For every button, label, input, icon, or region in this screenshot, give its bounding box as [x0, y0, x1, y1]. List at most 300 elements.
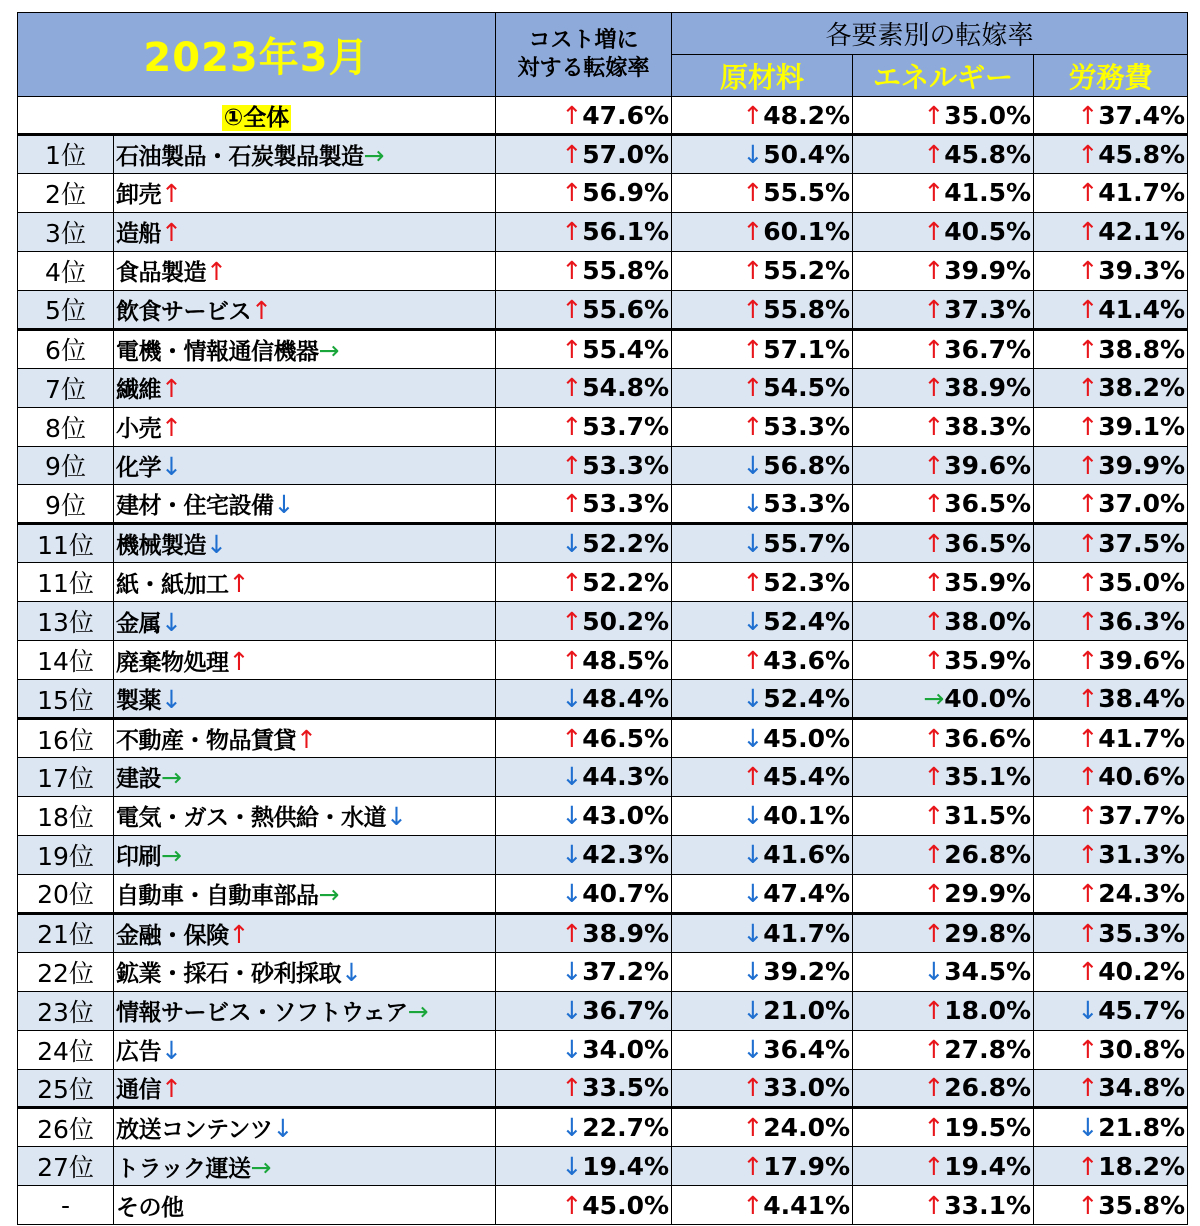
industry-name: 繊維	[116, 377, 161, 404]
rate-value: 39.9%	[1098, 450, 1186, 480]
labor-rate-cell	[1034, 602, 1188, 641]
up-arrow-icon: ↑	[1077, 840, 1099, 870]
industry-cell	[114, 796, 496, 835]
down-arrow-icon: ↓	[1077, 996, 1099, 1026]
industry-name: 広告	[116, 1039, 161, 1066]
up-arrow-icon: ↑	[561, 1190, 583, 1220]
energy-rate-cell	[853, 446, 1034, 485]
up-arrow-icon: ↑	[561, 606, 583, 636]
overall-cost-value: 47.6%	[582, 100, 670, 130]
industry-cell	[114, 1069, 496, 1108]
up-arrow-icon: ↑	[1077, 217, 1099, 247]
rate-value: 19.4%	[582, 1151, 670, 1181]
cost-rate-cell	[496, 1186, 672, 1225]
cost-rate-cell	[496, 952, 672, 991]
rank-cell: 22位	[18, 952, 114, 991]
industry-cell	[114, 563, 496, 602]
cost-rate-cell	[496, 1147, 672, 1186]
down-arrow-icon: ↓	[742, 139, 764, 169]
rate-value: 55.2%	[763, 256, 851, 286]
down-arrow-icon: ↓	[561, 957, 583, 987]
materials-rate-cell	[672, 212, 853, 251]
energy-rate-cell	[853, 524, 1034, 563]
rate-value: 53.3%	[582, 489, 670, 519]
rate-value: 18.0%	[944, 996, 1032, 1026]
up-arrow-icon: ↑	[923, 878, 945, 908]
up-arrow-icon: ↑	[1077, 606, 1099, 636]
industry-cell	[114, 329, 496, 368]
trend-up-arrow-icon: ↑	[228, 568, 249, 598]
energy-rate-cell	[853, 641, 1034, 680]
up-arrow-icon: ↑	[561, 1073, 583, 1103]
rate-value: 55.8%	[763, 294, 851, 324]
trend-down-arrow-icon: ↓	[161, 685, 182, 715]
industry-name: 通信	[116, 1077, 161, 1104]
industry-name: 廃棄物処理	[116, 649, 229, 676]
industry-cell	[114, 835, 496, 874]
cost-rate-cell	[496, 135, 672, 174]
up-arrow-icon: ↑	[923, 724, 945, 754]
rate-value: 41.6%	[763, 840, 851, 870]
labor-rate-cell	[1034, 952, 1188, 991]
down-arrow-icon: ↓	[561, 1035, 583, 1065]
rate-value: 38.9%	[582, 918, 670, 948]
up-arrow-icon: ↑	[742, 294, 764, 324]
rank-cell: 1位	[18, 135, 114, 174]
rate-value: 36.7%	[944, 334, 1032, 364]
materials-rate-cell	[672, 173, 853, 212]
rate-value: 53.7%	[582, 412, 670, 442]
up-arrow-icon: ↑	[1077, 801, 1099, 831]
trend-up-arrow-icon: ↑	[161, 374, 182, 404]
up-arrow-icon: ↑	[923, 1151, 945, 1181]
up-arrow-icon: ↑	[1077, 450, 1099, 480]
up-arrow-icon: ↑	[561, 100, 583, 130]
rate-value: 55.8%	[582, 256, 670, 286]
table-body	[18, 97, 1188, 1225]
up-arrow-icon: ↑	[1077, 762, 1099, 792]
industry-name: 小売	[116, 416, 161, 443]
industry-name: 石油製品・石炭製品製造	[116, 143, 364, 170]
rate-value: 39.6%	[1098, 645, 1186, 675]
rank-cell: 9位	[18, 446, 114, 485]
down-arrow-icon: ↓	[561, 762, 583, 792]
materials-rate-cell	[672, 407, 853, 446]
up-arrow-icon: ↑	[923, 918, 945, 948]
rank-cell: 9位	[18, 485, 114, 524]
industry-cell	[114, 135, 496, 174]
industry-name: 建材・住宅設備	[116, 493, 274, 520]
energy-rate-cell	[853, 719, 1034, 758]
table-row	[18, 602, 1188, 641]
materials-rate-cell	[672, 991, 853, 1030]
trend-up-arrow-icon: ↑	[161, 413, 182, 443]
up-arrow-icon: ↑	[923, 1113, 945, 1143]
down-arrow-icon: ↓	[742, 684, 764, 714]
cost-rate-cell	[496, 1108, 672, 1147]
up-arrow-icon: ↑	[923, 1190, 945, 1220]
rank-cell: 5位	[18, 290, 114, 329]
trend-down-arrow-icon: ↓	[386, 802, 407, 832]
materials-rate-cell	[672, 680, 853, 719]
rate-value: 54.5%	[763, 373, 851, 403]
overall-label: ①全体	[223, 104, 290, 131]
industry-cell	[114, 1186, 496, 1225]
industry-cell	[114, 173, 496, 212]
cost-rate-cell	[496, 796, 672, 835]
trend-up-arrow-icon: ↑	[161, 179, 182, 209]
industry-name: 紙・紙加工	[116, 571, 229, 598]
down-arrow-icon: ↓	[742, 450, 764, 480]
up-arrow-icon: ↑	[923, 256, 945, 286]
trend-down-arrow-icon: ↓	[272, 1114, 293, 1144]
industry-cell	[114, 524, 496, 563]
materials-rate-cell	[672, 251, 853, 290]
table-row	[18, 1186, 1188, 1225]
rate-value: 39.1%	[1098, 412, 1186, 442]
labor-rate-cell	[1034, 1186, 1188, 1225]
table-row	[18, 835, 1188, 874]
materials-rate-cell	[672, 290, 853, 329]
rate-value: 29.9%	[944, 878, 1032, 908]
materials-rate-cell	[672, 602, 853, 641]
rate-value: 40.5%	[944, 217, 1032, 247]
down-arrow-icon: ↓	[561, 529, 583, 559]
materials-rate-cell	[672, 1147, 853, 1186]
down-arrow-icon: ↓	[742, 529, 764, 559]
overall-materials	[672, 97, 853, 135]
industry-name: 電機・情報通信機器	[116, 338, 319, 365]
rate-value: 42.1%	[1098, 217, 1186, 247]
rate-value: 36.5%	[944, 529, 1032, 559]
materials-rate-cell	[672, 329, 853, 368]
cost-rate-cell	[496, 251, 672, 290]
up-arrow-icon: ↑	[923, 1035, 945, 1065]
rate-value: 52.4%	[763, 684, 851, 714]
right-arrow-icon: →	[923, 684, 945, 714]
down-arrow-icon: ↓	[742, 489, 764, 519]
rank-cell: 3位	[18, 212, 114, 251]
down-arrow-icon: ↓	[742, 918, 764, 948]
overall-label-cell	[18, 97, 496, 135]
industry-cell	[114, 407, 496, 446]
industry-cell	[114, 1147, 496, 1186]
energy-rate-cell	[853, 563, 1034, 602]
labor-header: 労務費	[1034, 55, 1188, 97]
up-arrow-icon: ↑	[1077, 724, 1099, 754]
industry-name: 建設	[116, 766, 161, 793]
rate-value: 34.0%	[582, 1035, 670, 1065]
up-arrow-icon: ↑	[561, 178, 583, 208]
rate-value: 43.6%	[763, 645, 851, 675]
rank-cell: -	[18, 1186, 114, 1225]
rate-value: 53.3%	[582, 450, 670, 480]
up-arrow-icon: ↑	[1077, 1190, 1099, 1220]
down-arrow-icon: ↓	[561, 840, 583, 870]
labor-rate-cell	[1034, 1147, 1188, 1186]
up-arrow-icon: ↑	[1077, 178, 1099, 208]
table-title: 2023年3月	[18, 13, 496, 97]
rank-cell: 20位	[18, 874, 114, 913]
labor-rate-cell	[1034, 641, 1188, 680]
cost-rate-cell	[496, 173, 672, 212]
cost-header-line1: コスト増に	[528, 27, 639, 53]
materials-rate-cell	[672, 874, 853, 913]
rate-value: 42.3%	[582, 840, 670, 870]
cost-rate-cell	[496, 290, 672, 329]
materials-rate-cell	[672, 563, 853, 602]
up-arrow-icon: ↑	[742, 1113, 764, 1143]
rate-value: 57.0%	[582, 139, 670, 169]
materials-rate-cell	[672, 1186, 853, 1225]
cost-rate-cell	[496, 212, 672, 251]
labor-rate-cell	[1034, 251, 1188, 290]
rate-value: 37.7%	[1098, 801, 1186, 831]
rate-value: 34.5%	[944, 957, 1032, 987]
table-row	[18, 1108, 1188, 1147]
down-arrow-icon: ↓	[561, 878, 583, 908]
rate-value: 46.5%	[582, 724, 670, 754]
rate-value: 34.8%	[1098, 1073, 1186, 1103]
industry-cell	[114, 758, 496, 797]
down-arrow-icon: ↓	[742, 724, 764, 754]
rank-cell: 7位	[18, 368, 114, 407]
industry-cell	[114, 680, 496, 719]
up-arrow-icon: ↑	[561, 217, 583, 247]
up-arrow-icon: ↑	[561, 918, 583, 948]
rate-value: 21.8%	[1098, 1113, 1186, 1143]
materials-rate-cell	[672, 719, 853, 758]
rate-value: 37.2%	[582, 957, 670, 987]
cost-rate-cell	[496, 563, 672, 602]
labor-rate-cell	[1034, 874, 1188, 913]
cost-rate-cell	[496, 329, 672, 368]
up-arrow-icon: ↑	[1077, 567, 1099, 597]
cost-rate-cell	[496, 758, 672, 797]
overall-labor	[1034, 97, 1188, 135]
rank-cell: 23位	[18, 991, 114, 1030]
energy-rate-cell	[853, 602, 1034, 641]
industry-cell	[114, 485, 496, 524]
up-arrow-icon: ↑	[561, 450, 583, 480]
up-arrow-icon: ↑	[561, 645, 583, 675]
up-arrow-icon: ↑	[1077, 878, 1099, 908]
trend-down-arrow-icon: ↓	[161, 451, 182, 481]
rate-value: 41.7%	[1098, 178, 1186, 208]
down-arrow-icon: ↓	[561, 1113, 583, 1143]
trend-right-arrow-icon: →	[161, 841, 182, 871]
up-arrow-icon: ↑	[1077, 957, 1099, 987]
industry-cell	[114, 1108, 496, 1147]
rate-value: 39.3%	[1098, 256, 1186, 286]
rate-value: 40.0%	[944, 684, 1032, 714]
rate-value: 38.3%	[944, 412, 1032, 442]
up-arrow-icon: ↑	[1077, 373, 1099, 403]
rate-value: 35.9%	[944, 645, 1032, 675]
rank-cell: 16位	[18, 719, 114, 758]
up-arrow-icon: ↑	[742, 1073, 764, 1103]
materials-rate-cell	[672, 758, 853, 797]
cost-rate-cell	[496, 991, 672, 1030]
down-arrow-icon: ↓	[923, 957, 945, 987]
industry-name: 飲食サービス	[116, 298, 251, 325]
labor-rate-cell	[1034, 407, 1188, 446]
up-arrow-icon: ↑	[923, 100, 945, 130]
energy-rate-cell	[853, 1186, 1034, 1225]
rank-cell: 11位	[18, 563, 114, 602]
materials-rate-cell	[672, 913, 853, 952]
labor-rate-cell	[1034, 563, 1188, 602]
energy-rate-cell	[853, 329, 1034, 368]
up-arrow-icon: ↑	[923, 567, 945, 597]
energy-rate-cell	[853, 1108, 1034, 1147]
materials-rate-cell	[672, 446, 853, 485]
rate-value: 38.2%	[1098, 373, 1186, 403]
energy-rate-cell	[853, 1069, 1034, 1108]
rate-value: 24.0%	[763, 1113, 851, 1143]
trend-up-arrow-icon: ↑	[228, 646, 249, 676]
rate-value: 45.8%	[944, 139, 1032, 169]
rate-value: 56.1%	[582, 217, 670, 247]
rate-value: 39.6%	[944, 450, 1032, 480]
industry-name: 鉱業・採石・砂利採取	[116, 961, 341, 988]
labor-rate-cell	[1034, 329, 1188, 368]
rate-value: 53.3%	[763, 489, 851, 519]
table-row	[18, 719, 1188, 758]
up-arrow-icon: ↑	[1077, 256, 1099, 286]
labor-rate-cell	[1034, 1030, 1188, 1069]
materials-rate-cell	[672, 835, 853, 874]
industry-cell	[114, 913, 496, 952]
table-row	[18, 251, 1188, 290]
up-arrow-icon: ↑	[742, 1190, 764, 1220]
rate-value: 41.5%	[944, 178, 1032, 208]
cost-rate-cell	[496, 407, 672, 446]
rate-value: 38.8%	[1098, 334, 1186, 364]
up-arrow-icon: ↑	[742, 567, 764, 597]
down-arrow-icon: ↓	[561, 1151, 583, 1181]
rate-value: 55.4%	[582, 334, 670, 364]
cost-rate-cell	[496, 874, 672, 913]
rate-value: 45.4%	[763, 762, 851, 792]
rate-value: 33.1%	[944, 1190, 1032, 1220]
up-arrow-icon: ↑	[1077, 334, 1099, 364]
up-arrow-icon: ↑	[1077, 139, 1099, 169]
table-row	[18, 758, 1188, 797]
rate-value: 33.0%	[763, 1073, 851, 1103]
cost-rate-cell	[496, 368, 672, 407]
rate-value: 26.8%	[944, 1073, 1032, 1103]
rate-value: 57.1%	[763, 334, 851, 364]
industry-name: 金融・保険	[116, 922, 229, 949]
industry-name: 情報サービス・ソフトウェア	[116, 1000, 408, 1027]
rate-value: 19.4%	[944, 1151, 1032, 1181]
energy-rate-cell	[853, 913, 1034, 952]
industry-cell	[114, 641, 496, 680]
rank-cell: 13位	[18, 602, 114, 641]
up-arrow-icon: ↑	[742, 373, 764, 403]
industry-name: トラック運送	[116, 1155, 251, 1182]
industry-name: 自動車・自動車部品	[116, 882, 319, 909]
table-row	[18, 796, 1188, 835]
table-row	[18, 563, 1188, 602]
trend-down-arrow-icon: ↓	[341, 958, 362, 988]
rate-value: 39.2%	[763, 957, 851, 987]
rate-value: 52.2%	[582, 529, 670, 559]
labor-rate-cell	[1034, 1069, 1188, 1108]
industry-cell	[114, 952, 496, 991]
cost-transfer-header	[496, 13, 672, 97]
rate-value: 50.2%	[582, 606, 670, 636]
materials-rate-cell	[672, 1069, 853, 1108]
rate-value: 33.5%	[582, 1073, 670, 1103]
energy-rate-cell	[853, 407, 1034, 446]
table-row	[18, 485, 1188, 524]
rate-value: 56.9%	[582, 178, 670, 208]
up-arrow-icon: ↑	[742, 100, 764, 130]
materials-rate-cell	[672, 135, 853, 174]
industry-cell	[114, 290, 496, 329]
table-row	[18, 446, 1188, 485]
rate-value: 26.8%	[944, 840, 1032, 870]
materials-rate-cell	[672, 524, 853, 563]
rate-value: 47.4%	[763, 878, 851, 908]
rate-value: 55.7%	[763, 529, 851, 559]
rank-cell: 2位	[18, 173, 114, 212]
industry-name: 機械製造	[116, 533, 206, 560]
up-arrow-icon: ↑	[742, 1151, 764, 1181]
up-arrow-icon: ↑	[561, 567, 583, 597]
table-row	[18, 680, 1188, 719]
materials-rate-cell	[672, 1108, 853, 1147]
up-arrow-icon: ↑	[561, 256, 583, 286]
rate-value: 38.4%	[1098, 684, 1186, 714]
rate-value: 35.9%	[944, 567, 1032, 597]
rate-value: 18.2%	[1098, 1151, 1186, 1181]
up-arrow-icon: ↑	[561, 373, 583, 403]
overall-row	[18, 97, 1188, 135]
rank-cell: 11位	[18, 524, 114, 563]
energy-header: エネルギー	[853, 55, 1034, 97]
up-arrow-icon: ↑	[1077, 294, 1099, 324]
industry-cell	[114, 602, 496, 641]
materials-rate-cell	[672, 1030, 853, 1069]
energy-rate-cell	[853, 758, 1034, 797]
industry-name: 製薬	[116, 688, 161, 715]
materials-header: 原材料	[672, 55, 853, 97]
rate-value: 21.0%	[763, 996, 851, 1026]
up-arrow-icon: ↑	[561, 139, 583, 169]
rate-value: 17.9%	[763, 1151, 851, 1181]
table-row	[18, 368, 1188, 407]
rate-value: 37.5%	[1098, 529, 1186, 559]
rate-value: 52.2%	[582, 567, 670, 597]
table-row	[18, 135, 1188, 174]
up-arrow-icon: ↑	[923, 489, 945, 519]
rank-cell: 4位	[18, 251, 114, 290]
up-arrow-icon: ↑	[923, 294, 945, 324]
up-arrow-icon: ↑	[561, 489, 583, 519]
up-arrow-icon: ↑	[923, 762, 945, 792]
rank-cell: 8位	[18, 407, 114, 446]
cost-rate-cell	[496, 641, 672, 680]
table-row	[18, 290, 1188, 329]
industry-name: 放送コンテンツ	[116, 1117, 273, 1144]
cost-rate-cell	[496, 446, 672, 485]
labor-rate-cell	[1034, 173, 1188, 212]
up-arrow-icon: ↑	[1077, 100, 1099, 130]
labor-rate-cell	[1034, 991, 1188, 1030]
